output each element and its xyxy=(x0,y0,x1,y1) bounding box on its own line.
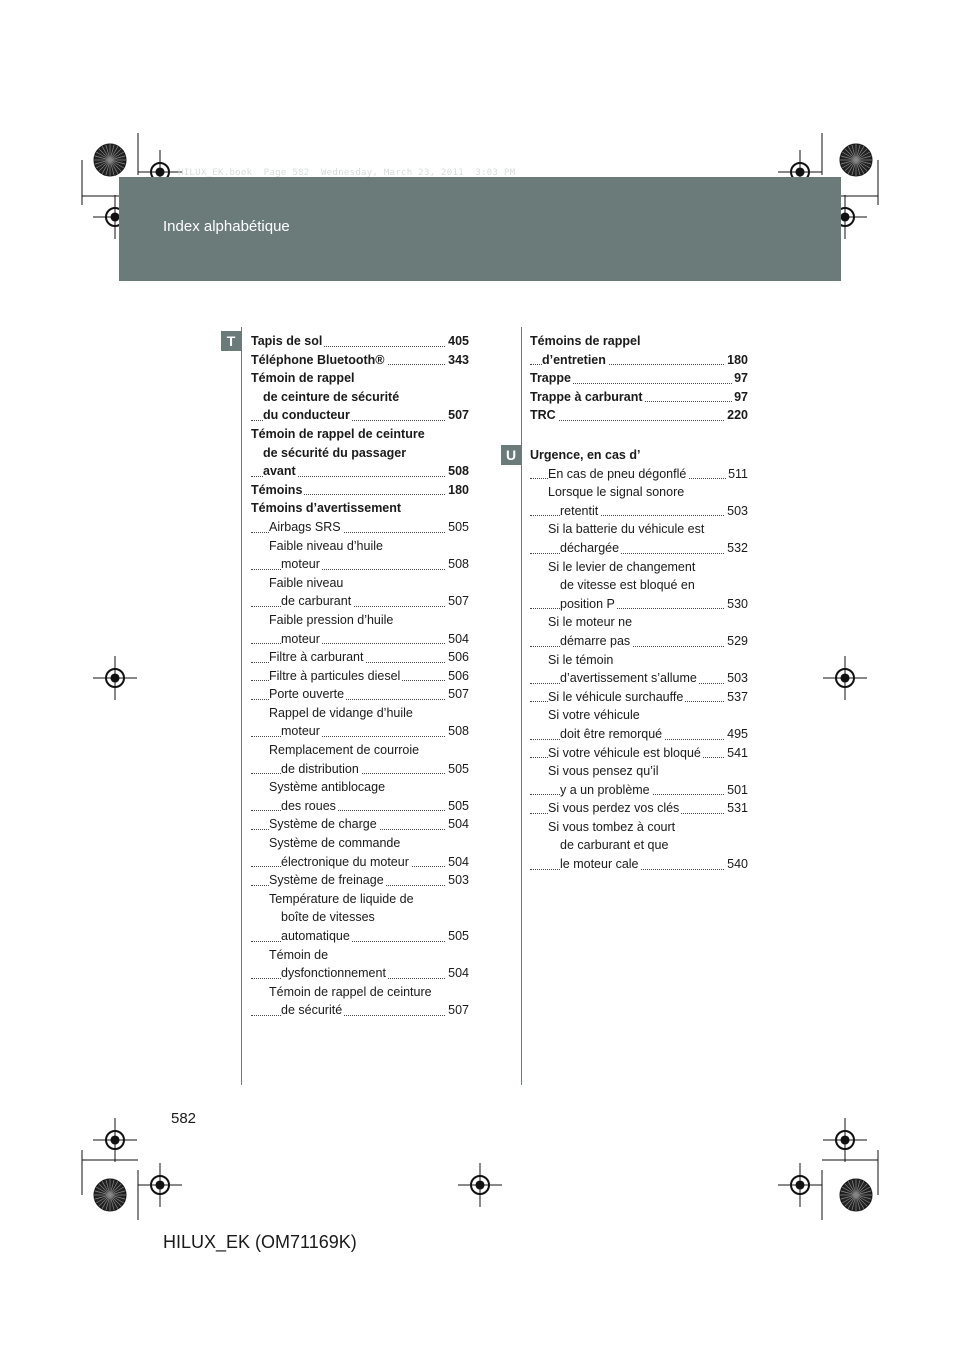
index-term: Témoin de rappel xyxy=(251,371,355,386)
index-term: Si le témoin xyxy=(548,652,614,667)
right-column-rule xyxy=(521,327,522,1085)
index-term: Témoin de rappel de ceinture xyxy=(269,984,432,999)
index-term: Système de charge xyxy=(269,817,377,832)
index-term: Témoins d’avertissement xyxy=(251,501,402,516)
book-stamp: HILUX_EK.book Page 582 Wednesday, March 23, 2011 3:03 PM xyxy=(178,168,516,178)
leader-dots xyxy=(530,420,748,421)
index-page-number: 180 xyxy=(725,351,748,370)
index-page-number: 531 xyxy=(725,799,748,818)
index-page-number: 504 xyxy=(446,630,469,649)
index-term: position P xyxy=(560,596,615,611)
index-page-number: 530 xyxy=(725,595,748,614)
index-term: Si le véhicule surchauffe xyxy=(548,689,684,704)
index-term: Airbags SRS xyxy=(269,519,341,534)
index-page-number: 503 xyxy=(725,502,748,521)
index-entry xyxy=(251,704,469,723)
index-term: Trappe xyxy=(530,371,571,386)
index-entry xyxy=(530,446,748,465)
index-entry xyxy=(251,481,469,500)
index-page-number: 503 xyxy=(725,669,748,688)
index-page-number: 506 xyxy=(446,648,469,667)
index-entry xyxy=(530,539,748,558)
index-term: déchargée xyxy=(560,540,620,555)
index-term: En cas de pneu dégonflé xyxy=(548,466,687,481)
index-column-left xyxy=(251,332,469,1020)
index-page-number: 504 xyxy=(446,853,469,872)
index-term: boîte de vitesses xyxy=(281,910,375,925)
index-term: Téléphone Bluetooth® xyxy=(251,352,385,367)
index-term: Si la batterie du véhicule est xyxy=(548,522,705,537)
index-entry xyxy=(251,983,469,1002)
index-entry xyxy=(251,890,469,909)
index-term: Filtre à carburant xyxy=(269,650,364,665)
index-page-number: 540 xyxy=(725,855,748,874)
index-term: de ceinture de sécurité xyxy=(263,389,400,404)
index-entry xyxy=(251,555,469,574)
index-entry xyxy=(251,444,469,463)
index-term: Témoins xyxy=(251,482,303,497)
index-term: moteur xyxy=(281,631,320,646)
index-entry xyxy=(530,799,748,818)
index-entry xyxy=(251,351,469,370)
left-column-rule xyxy=(241,327,242,1085)
index-term: Tapis de sol xyxy=(251,334,323,348)
index-page-number: 501 xyxy=(725,781,748,800)
index-page-number: 541 xyxy=(725,744,748,763)
index-entry xyxy=(251,667,469,686)
index-entry xyxy=(530,388,748,407)
index-entry xyxy=(530,406,748,425)
index-entry xyxy=(251,741,469,760)
index-page-number: 507 xyxy=(446,592,469,611)
index-page-number: 507 xyxy=(446,1001,469,1020)
index-term: automatique xyxy=(281,929,350,943)
index-entry xyxy=(530,483,748,502)
index-entry xyxy=(251,685,469,704)
index-page-number: 495 xyxy=(725,725,748,744)
index-term: d’avertissement s’allume xyxy=(560,671,697,686)
index-term: Si votre véhicule xyxy=(548,708,640,723)
index-term: Lorsque le signal sonore xyxy=(548,485,685,500)
index-entry xyxy=(530,706,748,725)
index-term: électronique du moteur xyxy=(281,854,409,869)
page-number: 582 xyxy=(171,1110,197,1127)
index-column-right-t xyxy=(530,332,748,425)
index-entry xyxy=(530,725,748,744)
index-entry xyxy=(251,630,469,649)
index-term: de distribution xyxy=(281,761,359,776)
index-term: Rappel de vidange d’huile xyxy=(269,705,413,720)
index-entry xyxy=(530,781,748,800)
index-entry xyxy=(251,518,469,537)
index-term: moteur xyxy=(281,724,320,739)
index-term: Si vous tombez à court xyxy=(548,819,676,834)
index-entry xyxy=(530,669,748,688)
index-term: Filtre à particules diesel xyxy=(269,668,401,683)
index-term: Système antiblocage xyxy=(269,780,386,795)
index-entry xyxy=(251,778,469,797)
index-entry xyxy=(530,558,748,577)
index-entry xyxy=(251,406,469,425)
index-page-number: 508 xyxy=(446,462,469,481)
index-term: le moteur cale xyxy=(560,857,639,872)
index-page-number: 504 xyxy=(446,815,469,834)
index-term: Système de freinage xyxy=(269,873,384,888)
index-term: Faible pression d’huile xyxy=(269,612,394,627)
index-entry xyxy=(530,465,748,484)
index-term: y a un problème xyxy=(560,782,650,797)
index-term: TRC xyxy=(530,408,556,423)
index-term: doit être remorqué xyxy=(560,726,663,741)
index-page-number: 507 xyxy=(446,685,469,704)
index-entry xyxy=(530,369,748,388)
index-term: Témoin de rappel de ceinture xyxy=(251,426,425,441)
index-entry xyxy=(530,651,748,670)
index-entry xyxy=(530,762,748,781)
model-code: HILUX_EK (OM71169K) xyxy=(163,1232,357,1252)
index-page-number: 505 xyxy=(446,927,469,946)
index-entry xyxy=(251,537,469,556)
index-page-number: 537 xyxy=(725,688,748,707)
index-term: Trappe à carburant xyxy=(530,389,643,404)
index-entry xyxy=(251,425,469,444)
index-entry xyxy=(530,688,748,707)
index-entry xyxy=(251,722,469,741)
index-entry xyxy=(530,818,748,837)
index-term: Si le levier de changement xyxy=(548,559,696,574)
index-term: Témoins de rappel xyxy=(530,334,641,348)
index-term: du conducteur xyxy=(263,408,350,423)
section-title: Index alphabétique xyxy=(163,218,290,235)
index-term: Faible niveau d’huile xyxy=(269,538,383,553)
index-term: démarre pas xyxy=(560,633,631,648)
index-page-number: 507 xyxy=(446,406,469,425)
index-entry xyxy=(251,332,469,351)
index-page-number: 504 xyxy=(446,964,469,983)
index-term: de vitesse est bloqué en xyxy=(560,578,695,593)
index-term: dysfonctionnement xyxy=(281,966,386,981)
index-term: retentit xyxy=(560,503,599,518)
letter-tab-u: U xyxy=(501,445,521,465)
index-page-number: 505 xyxy=(446,797,469,816)
index-term: de sécurité xyxy=(281,1003,343,1018)
index-page-number: 511 xyxy=(726,465,748,484)
index-term: Porte ouverte xyxy=(269,687,345,702)
index-term: moteur xyxy=(281,557,320,572)
index-entry xyxy=(251,853,469,872)
index-entry xyxy=(530,520,748,539)
index-entry xyxy=(251,1001,469,1020)
index-term: Témoin de xyxy=(269,947,329,962)
index-entry xyxy=(251,499,469,518)
index-entry xyxy=(251,388,469,407)
index-term: des roues xyxy=(281,798,336,813)
index-page-number: 405 xyxy=(446,332,469,351)
index-entry xyxy=(530,595,748,614)
index-term: Si le moteur ne xyxy=(548,615,633,630)
index-entry xyxy=(251,834,469,853)
index-entry xyxy=(251,462,469,481)
index-entry xyxy=(251,815,469,834)
index-term: Si vous pensez qu’il xyxy=(548,764,659,779)
index-page-number: 505 xyxy=(446,518,469,537)
index-page-number: 220 xyxy=(725,406,748,425)
index-term: avant xyxy=(263,464,296,479)
index-page-number: 506 xyxy=(446,667,469,686)
index-term: de carburant et que xyxy=(560,838,669,853)
index-entry xyxy=(530,836,748,855)
index-page-number: 97 xyxy=(732,369,748,388)
index-entry xyxy=(530,351,748,370)
index-entry xyxy=(530,855,748,874)
index-entry xyxy=(530,613,748,632)
index-page-number: 532 xyxy=(725,539,748,558)
index-page-number: 180 xyxy=(446,481,469,500)
index-entry xyxy=(251,369,469,388)
index-term: Système de commande xyxy=(269,836,401,851)
index-term: Faible niveau xyxy=(269,575,344,590)
index-entry xyxy=(251,648,469,667)
index-page-number: 508 xyxy=(446,555,469,574)
index-page-number: 505 xyxy=(446,760,469,779)
index-entry xyxy=(530,744,748,763)
index-entry xyxy=(530,502,748,521)
index-entry xyxy=(530,576,748,595)
index-page-number: 503 xyxy=(446,871,469,890)
index-entry xyxy=(251,611,469,630)
index-term: de sécurité du passager xyxy=(263,445,407,460)
index-page-number: 529 xyxy=(725,632,748,651)
index-entry xyxy=(251,797,469,816)
index-entry xyxy=(251,927,469,946)
index-page-number: 343 xyxy=(446,351,469,370)
index-term: Si votre véhicule est bloqué xyxy=(548,745,701,760)
index-entry xyxy=(251,592,469,611)
letter-tab-t: T xyxy=(221,331,241,351)
index-term: Remplacement de courroie xyxy=(269,743,420,758)
index-term: Température de liquide de xyxy=(269,891,414,906)
index-entry xyxy=(251,908,469,927)
index-entry xyxy=(251,871,469,890)
index-entry xyxy=(530,332,748,351)
index-entry xyxy=(530,632,748,651)
index-term: de carburant xyxy=(281,594,352,609)
index-entry xyxy=(251,760,469,779)
index-entry xyxy=(251,946,469,965)
index-page-number: 508 xyxy=(446,722,469,741)
index-term: Urgence, en cas d’ xyxy=(530,448,641,462)
index-term: Si vous perdez vos clés xyxy=(548,801,680,816)
index-entry xyxy=(251,574,469,593)
index-term: d’entretien xyxy=(542,352,606,367)
index-page-number: 97 xyxy=(732,388,748,407)
index-entry xyxy=(251,964,469,983)
index-column-right-u xyxy=(530,446,748,874)
